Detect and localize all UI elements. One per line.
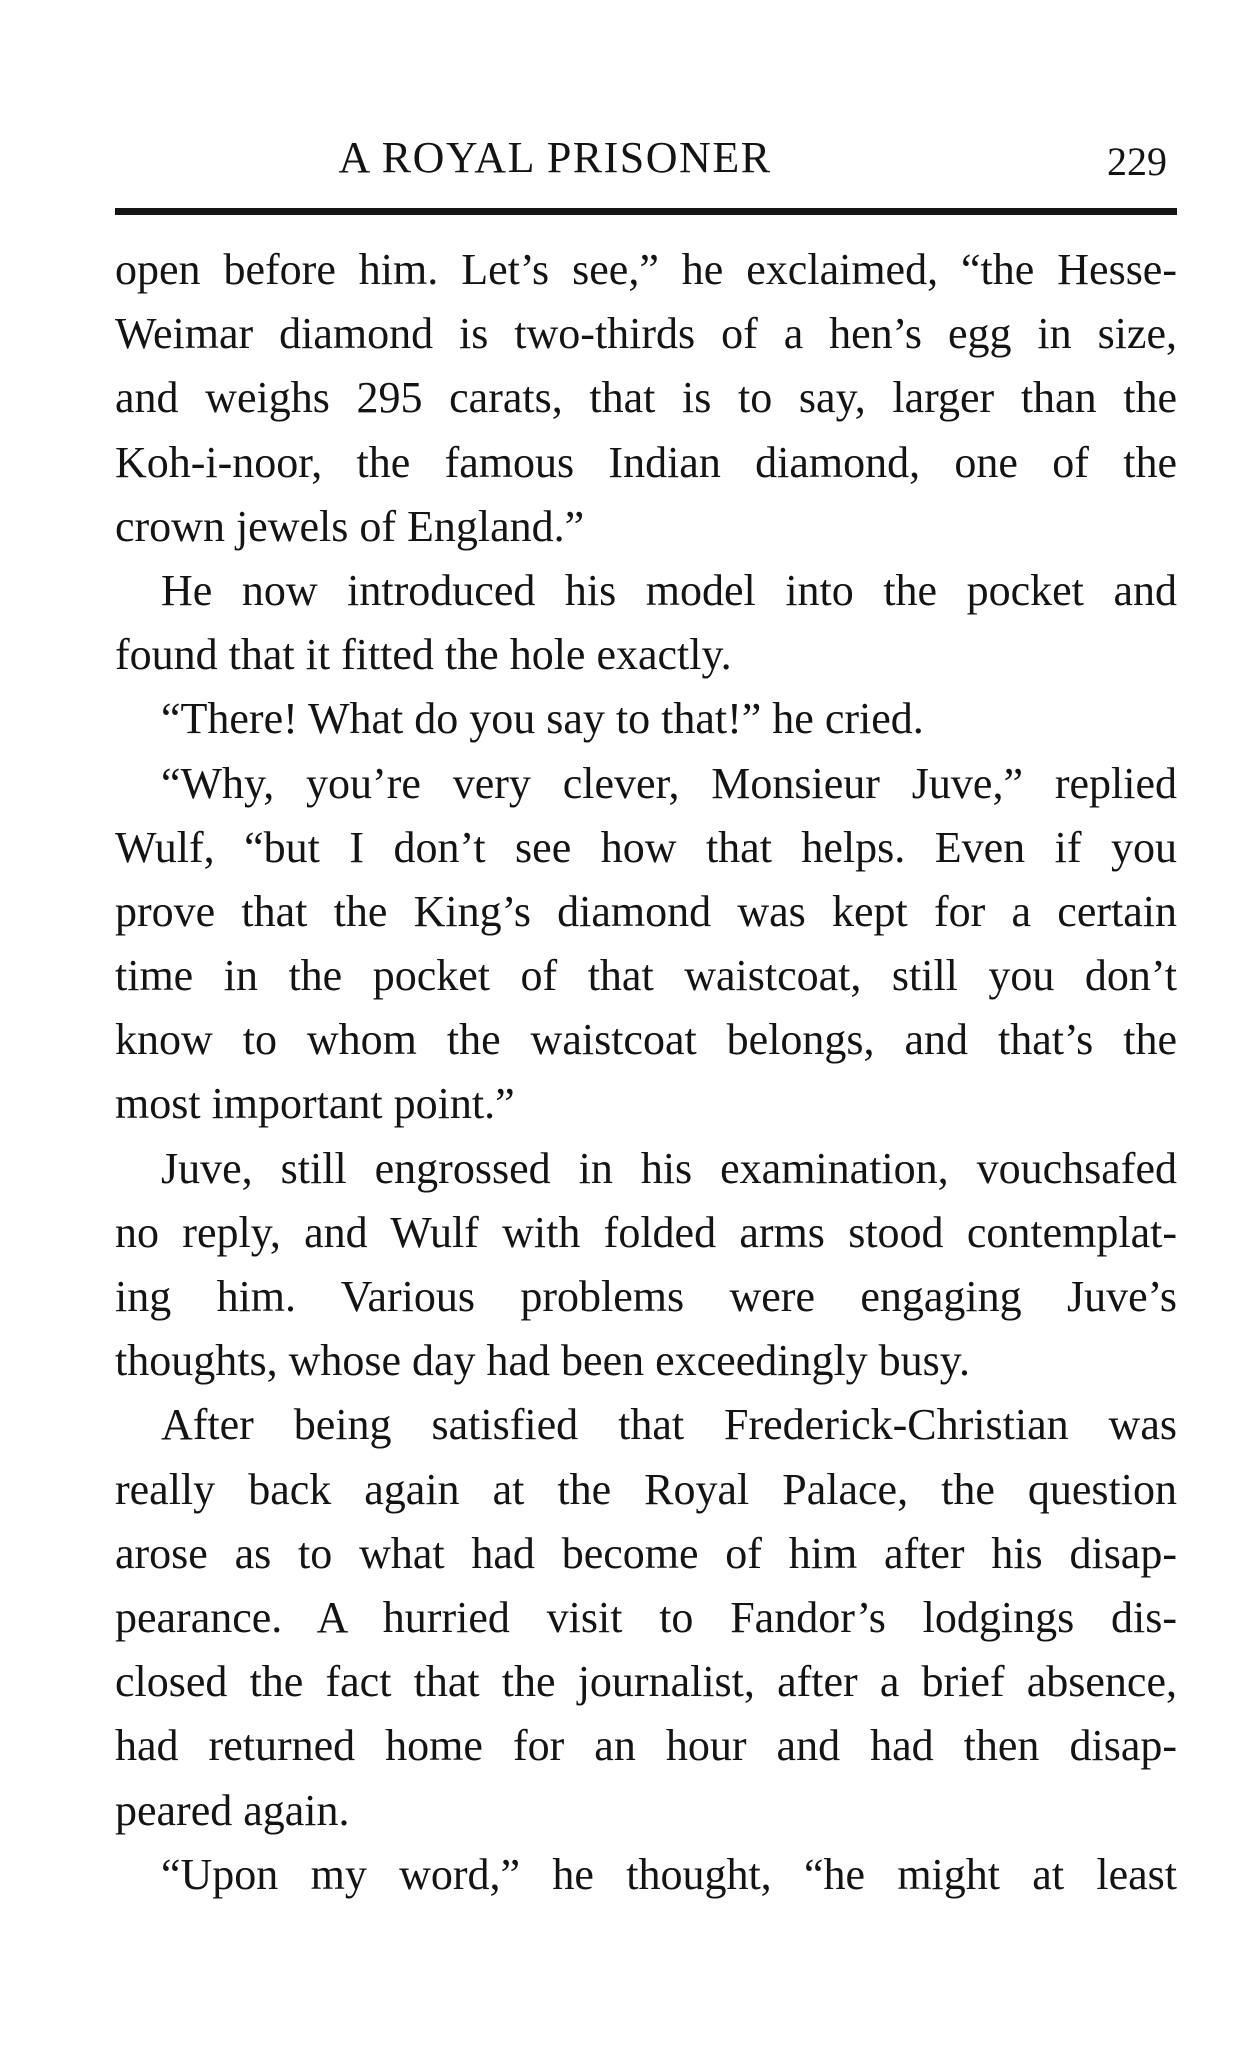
text-line: Weimar diamond is two-thirds of a hen’s egg in size, <box>115 309 1177 359</box>
text-line: thoughts, whose day had been exceedingly busy. <box>115 1336 970 1386</box>
text-line: had returned home for an hour and had then disap- <box>115 1721 1177 1771</box>
text-line: crown jewels of England.” <box>115 501 585 551</box>
text-line: peared again. <box>115 1785 350 1835</box>
text-line: prove that the King’s diamond was kept for a certain <box>115 886 1177 936</box>
text-line: no reply, and Wulf with folded arms stood contemplat- <box>115 1207 1177 1257</box>
text-line: pearance. A hurried visit to Fandor’s lodgings dis- <box>115 1592 1177 1642</box>
running-title: A ROYAL PRISONER <box>338 133 772 182</box>
text-line: Juve, still engrossed in his examination, vouchsafed <box>161 1143 1177 1193</box>
text-line: time in the pocket of that waistcoat, still you don’t <box>115 951 1177 1001</box>
page-number: 229 <box>1107 139 1167 184</box>
text-line: really back again at the Royal Palace, the question <box>115 1464 1177 1514</box>
text-line: Wulf, “but I don’t see how that helps. Even if you <box>115 822 1177 872</box>
text-line: After being satisfied that Frederick-Christian was <box>161 1400 1177 1450</box>
text-line: arose as to what had become of him after his disap- <box>115 1528 1177 1578</box>
text-line: open before him. Let’s see,” he exclaimed, “the Hesse- <box>115 245 1177 294</box>
text-line: found that it fitted the hole exactly. <box>115 630 732 680</box>
text-line: know to whom the waistcoat belongs, and that’s the <box>115 1015 1177 1065</box>
text-line: ing him. Various problems were engaging Juve’s <box>115 1272 1177 1321</box>
text-line: “Why, you’re very clever, Monsieur Juve,” replied <box>161 758 1177 808</box>
text-line: “There! What do you say to that!” he cried. <box>161 694 924 744</box>
body-text <box>115 238 1177 1907</box>
header-rule <box>115 208 1177 215</box>
text-line: “Upon my word,” he thought, “he might at least <box>161 1849 1177 1899</box>
text-line: closed the fact that the journalist, after a brief absence, <box>115 1657 1177 1707</box>
text-line: most important point.” <box>115 1079 515 1129</box>
text-line: He now introduced his model into the pocket and <box>161 565 1177 615</box>
text-line: and weighs 295 carats, that is to say, larger than the <box>115 373 1177 423</box>
page-header <box>115 128 1175 188</box>
text-line: Koh-i-noor, the famous Indian diamond, one of the <box>115 437 1177 487</box>
